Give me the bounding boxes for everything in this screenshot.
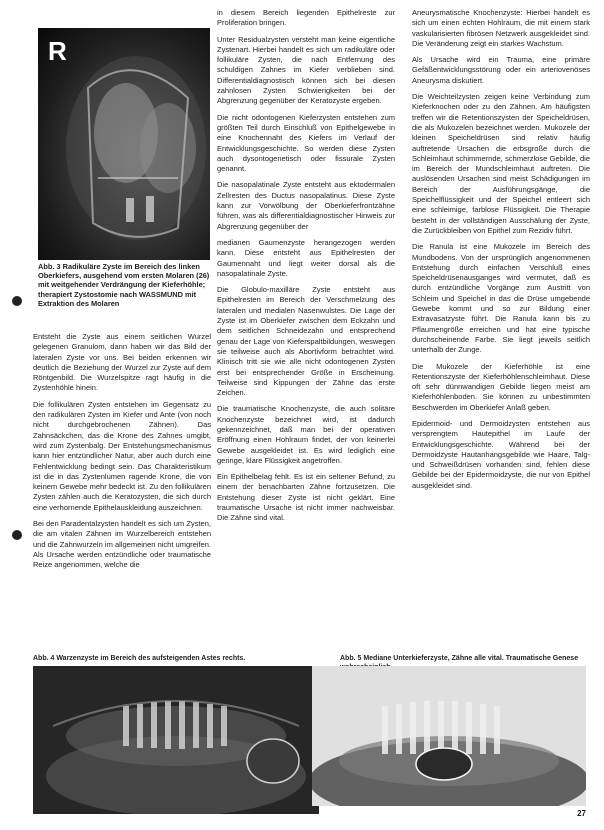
col3-paragraph: Als Ursache wird ein Trauma, eine primäre Gefäßentwicklungsstörung oder ein arteriovenöses Aneurysma diskutiert. (412, 55, 590, 85)
col1-paragraph: Entsteht die Zyste aus einem seitlichen Wurzel gelegenen Granulom, dann haben wir das Bild der lateralen Zyste vor uns. Bei beiden erkennen wir deutlich die Beziehung der Wurzel zur Zyste auf dem Röntgenbild. Die Wurzelspitze ragt häufig in die Zystenhöhle hinein. (33, 332, 211, 393)
xray-figure-5-drawing (312, 666, 586, 806)
col3-paragraph: Epidermoid- und Dermoidzysten entstehen aus versprengtem Hautepithel im Laufe der Entwicklungsgeschichte. Während bei der Dermoidzyste Hautanhangsgebilde wie Haare, Talg- und Schweißdrüsen vorhanden sind, fehlen diese Gebilde bei der Epidermoidzyste, die nur von Epithel ausgekleidet sind. (412, 418, 590, 490)
col2-paragraph: Die nicht odontogenen Kieferzysten entstehen zum größten Teil durch Einschluß von Epithelgewebe in eine Knochennaht des Kiefers im Verlauf der Entwicklungsgeschichte. So werden diese Zysten auch dysontogenetisch oder fissurale Zysten genannt. (217, 112, 395, 174)
col3-paragraph: Aneurysmatische Knochenzyste: Hierbei handelt es sich um einen echten Hohlraum, die mit einem stark vaskularisierten fibrösen Netzwerk ausgekleidet sind. Die Veränderung zeigt ein starkes Wachstum. (412, 8, 590, 48)
figure-letter-r: R (48, 36, 67, 66)
col1-paragraph: Bei den Paradentalzysten handelt es sich um Zysten, die am vitalen Zähnen im Wurzelbereich entstehen und die Zahnwurzeln im allgemeinen nicht umgreifen. Als Ursache werden entzündliche oder traumatische Reize angenommen, welche die (33, 519, 211, 570)
figure-5-caption: Abb. 5 Mediane Unterkieferzyste, Zähne alle vital. Traumatische Genese (340, 655, 579, 662)
xray-figure-5 (312, 666, 586, 806)
figure-4-caption: Abb. 4 Warzenzyste im Bereich des aufsteigenden Astes rechts. (33, 655, 246, 662)
xray-figure-3-drawing (38, 28, 210, 260)
binder-hole-top (12, 296, 22, 306)
figure-3-caption: Abb. 3 Radikuläre Zyste im Bereich des linken Oberkiefers, ausgehend vom ersten Molaren (26) mit weitgehender Verdrängung der Kieferhöhle; therapiert Zystostomie nach WASSMUND mit Extraktion des Molaren (38, 262, 210, 308)
col3-paragraph: Die Ranula ist eine Mukozele im Bereich des Mundbodens. Von der ursprünglich angenommenen Entstehung durch einfachen Verschluß eines Speicheldrüsenausganges wird vermutet, daß es durch entzündliche Vorgänge zum Austritt von Schleim und Speichel in das die Drüse umgebende Gewebe kommt und so zur Bildung einer Extravasatzyste führt. Die Ranula kann bis zu Pflaumengröße erreichen und hat eine typische durchscheinende Farbe. Sie liegt jeweils seitlich unterhalb der Zunge. (412, 242, 590, 355)
col1-paragraph: Die follikulären Zysten entstehen im Gegensatz zu den radikulären Zysten im Kiefer und Ante (von noch nicht durchgebrochenen Zähnen). Das Zahnsäckchen, das die Krone des Zahnes umgibt, wird zum Zystenbalg. Der Entstehungsmechanismus kann hier entzündlicher Natur, aber auch durch eine Fehlentwicklung bedingt sein. Das Charakteristikum ist die in das Zystenlumen ragende Krone, die von keinem Gewebe mehr bedeckt ist. Zu den follikulären Zysten zählen auch die Keratozysten, die sich durch eine verhornende Epithelauskleidung auszeichnen. (33, 399, 211, 512)
col3-paragraph: Die Mukozele der Kieferhöhle ist eine Retentionszyste der Kieferhöhlenschleimhaut. Diese oft sehr dünnwandigen Gebilde liegen meist am Kieferhöhlenboden. Sie können zu unbestimmten Beschwerden im Oberkiefer Anlaß geben. (412, 361, 590, 412)
col3-paragraph: Die Weichteilzysten zeigen keine Verbindung zum Kieferknochen oder zu den Zähnen. Am häufigsten treffen wir die Retentionszysten der Speicheldrüsen, die als Mukozelen bezeichnet werden. Mukozele der kleinen Speicheldrüsen sind relativ häufig auftretende Ursachen die erbsgroße durch die Schleimhaut schimmernde, schmerzlose Gebilde, die im Bereich der Mundschleimhaut auftreten. Die auslösenden Ursachen sind meist Schädigungen im Bereich der Ausführungsgänge, die Speichelflüssigkeit und der Speichel entleert sich eine schleimige, farblose Flüssigkeit. Die Therapie besteht in der vollständigen Ausschälung der Zyste, die Zurückbleiben von Epithel zum Rezidiv führt. (412, 92, 590, 235)
col2-paragraph: Die traumatische Knochenzyste, die auch solitäre Knochenzyste bezeichnet wird, ist dadurch gekennzeichnet, daß man bei der operativen Eröffnung einen Hohlraum findet, der von keinerlei Gewebe ausgekleidet ist. Es wird lediglich eine geringe, klare Flüssigkeit angetroffen. (217, 404, 395, 465)
col2-paragraph: Ein Epithelbelag fehlt. Es ist ein seltener Befund, zu einem der benachbarten Zähne fortzusetzen. Die Entstehung dieser Zyste ist nicht geklärt. Eine traumatische Ursache ist nicht immer nachweisbar. Die Zähne sind vital. (217, 472, 395, 523)
xray-figure-4 (33, 666, 319, 814)
col2-paragraph: Die Globulo-maxilläre Zyste entsteht aus Epithelresten im Bereich der Verschmelzung des lateralen und medialen Nasenwulstes. Die Lage der Zyste ist im Oberkiefer zwischen dem Eckzahn und dem seitlichen Schneidezahn und entsprechend genau der Lage von Kieferspaltbildungen, weswegen sie teilweise auch als Abortivform betrachtet wird. Klinisch tritt sie wie alle nicht odontogenen Zysten erst bei entsprechender Größe in Erscheinung. Teilweise sind Kippungen der Zähne das erste Zeichen. (217, 285, 395, 398)
xray-figure-3 (38, 28, 210, 260)
col2-paragraph: medianen Gaumenzyste herangezogen werden kann. Diese entsteht aus Epithelresten der Gaumennaht und liegt weiter dorsal als die nasopalatinale Zyste. (217, 237, 395, 278)
xray-figure-4-drawing (33, 666, 319, 814)
column-2 (217, 8, 395, 530)
binder-hole-bottom (12, 530, 22, 540)
column-3 (412, 8, 590, 497)
col2-paragraph: Unter Residualzysten versteht man keine eigentliche Zystenart. Hierbei handelt es sich um radikuläre oder follikuläre Zysten, die nach Entfernung des schuldigen Zahnes im Kiefer verblieben sind. Differentialdiagnostisch können sich bei diesen zahnlosen Zysten Schwierigkeiten bei der Abgrenzung gegenüber der Keratozyste ergeben. (217, 34, 395, 106)
col2-paragraph: Die nasopalatinale Zyste entsteht aus ektodermalen Zellresten des Ductus nasopalatinus. Diese Zyste kann zur Vorwölbung der Oberkieferfrontzähne führen, was als differentialdiagnostischer Hinweis zur Abgrenzung gegenüber der (217, 180, 395, 231)
page-number: 27 (577, 809, 586, 818)
column-1 (33, 332, 211, 577)
col2-paragraph: in diesem Bereich liegenden Epithelreste zur Proliferation bringen. (217, 8, 395, 28)
